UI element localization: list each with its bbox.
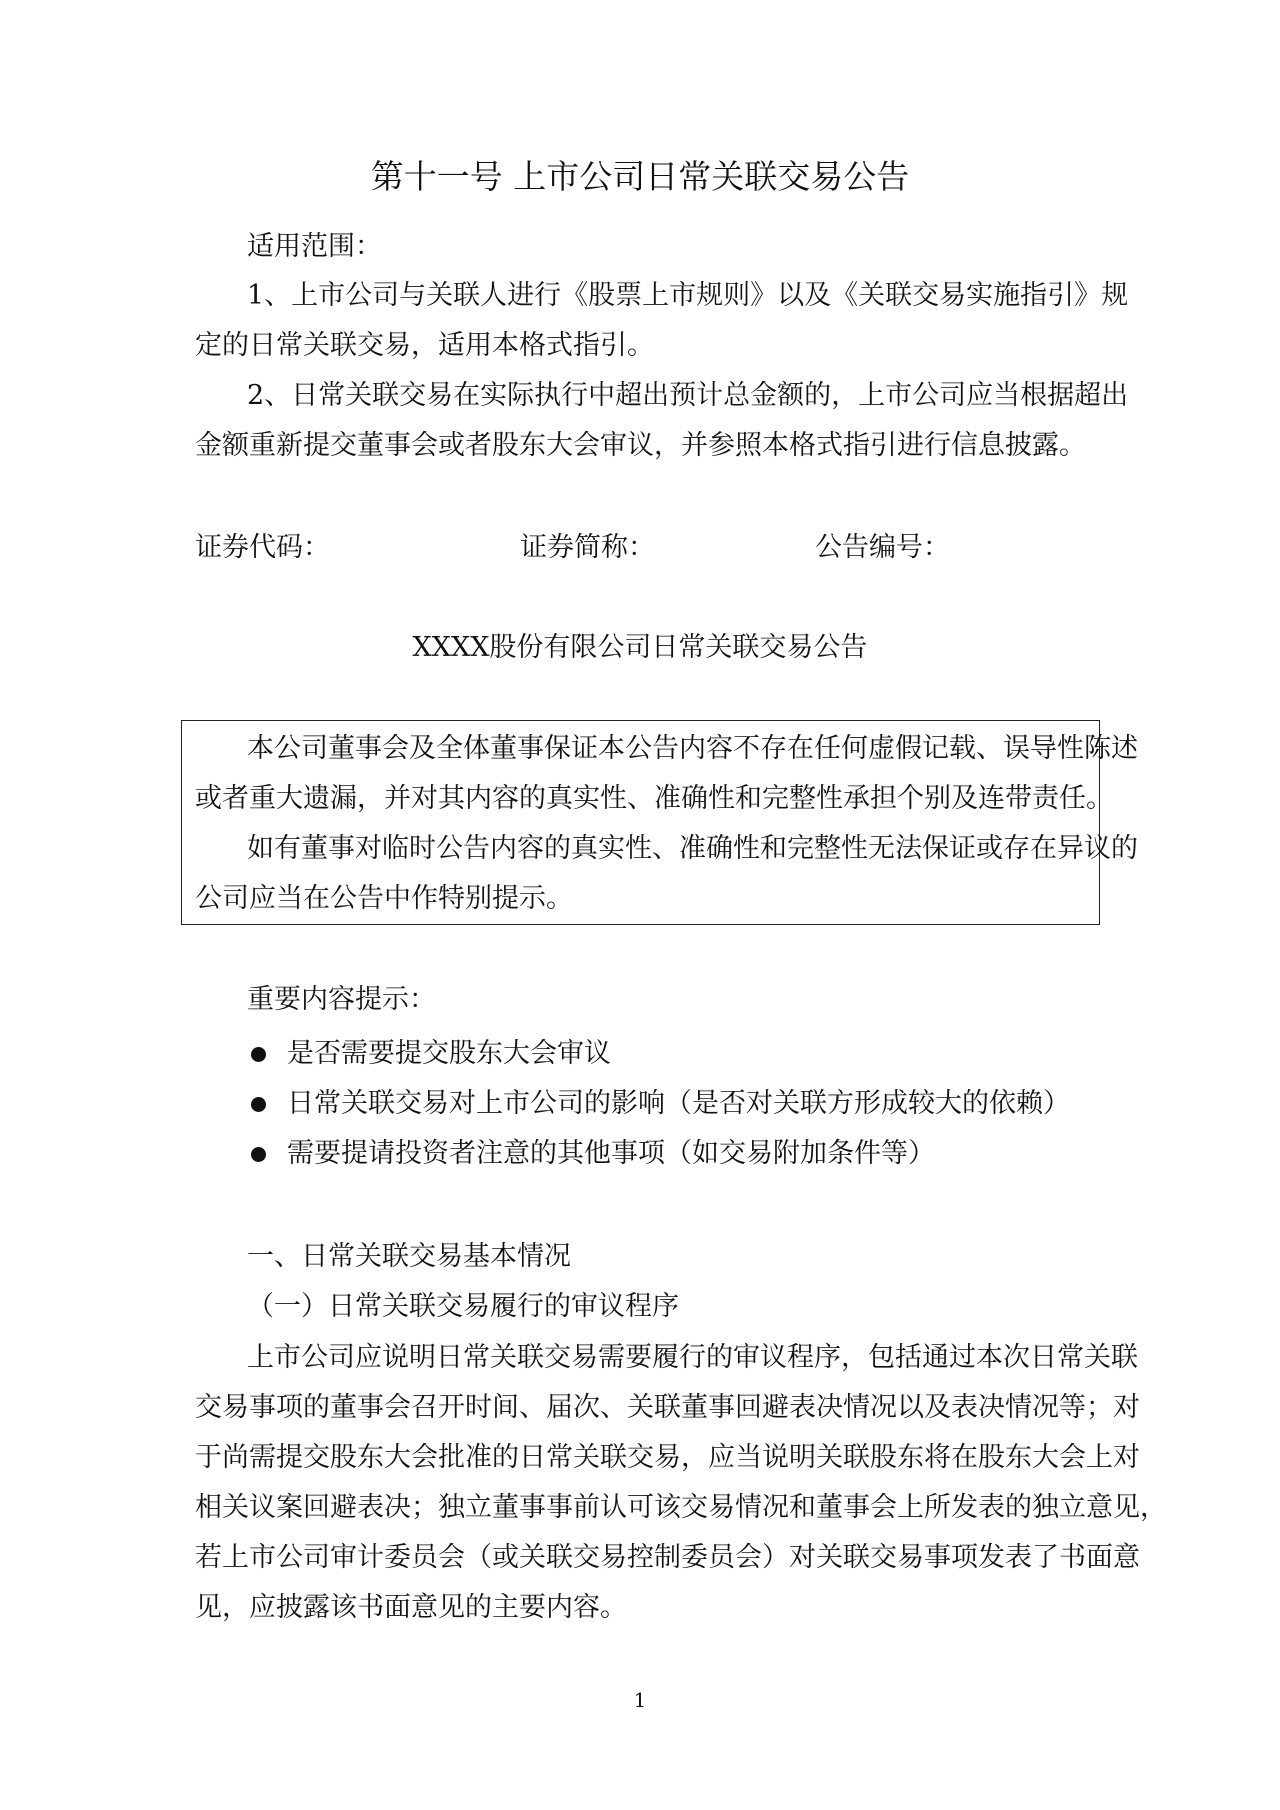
body-line: 上市公司应说明日常关联交易需要履行的审议程序，包括通过本次日常关联 bbox=[247, 1342, 1138, 1373]
body-line: 于尚需提交股东大会批准的日常关联交易，应当说明关联股东将在股东大会上对 bbox=[195, 1442, 1140, 1473]
section1-sub1-heading: （一）日常关联交易履行的审议程序 bbox=[247, 1291, 679, 1322]
bullet-icon bbox=[251, 1147, 266, 1162]
notice-p1-line2: 或者重大遗漏，并对其内容的真实性、准确性和完整性承担个别及连带责任。 bbox=[195, 783, 1113, 814]
section1-heading: 一、日常关联交易基本情况 bbox=[247, 1241, 571, 1272]
scope-item2-line1: 2、日常关联交易在实际执行中超出预计总金额的，上市公司应当根据超出 bbox=[247, 380, 1129, 411]
body-line: 相关议案回避表决；独立董事事前认可该交易情况和董事会上所发表的独立意见， bbox=[195, 1492, 1167, 1523]
body-line: 若上市公司审计委员会（或关联交易控制委员会）对关联交易事项发表了书面意 bbox=[195, 1542, 1140, 1573]
securities-short-name-label: 证券简称： bbox=[520, 532, 655, 563]
key-point-item: 日常关联交易对上市公司的影响（是否对关联方形成较大的依赖） bbox=[287, 1088, 1070, 1119]
body-line: 见，应披露该书面意见的主要内容。 bbox=[195, 1592, 627, 1623]
key-point-item: 是否需要提交股东大会审议 bbox=[287, 1038, 611, 1069]
notice-p2-line2: 公司应当在公告中作特别提示。 bbox=[195, 883, 573, 914]
securities-code-label: 证券代码： bbox=[195, 532, 330, 563]
bullet-icon bbox=[251, 1097, 266, 1112]
scope-item1-line1: 1、上市公司与关联人进行《股票上市规则》以及《关联交易实施指引》规 bbox=[247, 280, 1129, 311]
scope-item1-line2: 定的日常关联交易，适用本格式指引。 bbox=[195, 330, 654, 361]
scope-heading: 适用范围： bbox=[247, 231, 382, 262]
bullet-icon bbox=[251, 1047, 266, 1062]
notice-p2-line1: 如有董事对临时公告内容的真实性、准确性和完整性无法保证或存在异议的 bbox=[247, 833, 1138, 864]
announcement-number-label: 公告编号： bbox=[815, 532, 950, 563]
announcement-title: XXXX股份有限公司日常关联交易公告 bbox=[412, 632, 868, 663]
key-point-item: 需要提请投资者注意的其他事项（如交易附加条件等） bbox=[287, 1138, 935, 1169]
body-line: 交易事项的董事会召开时间、届次、关联董事回避表决情况以及表决情况等；对 bbox=[195, 1392, 1140, 1423]
key-points-heading: 重要内容提示： bbox=[247, 984, 436, 1015]
page-number: 1 bbox=[633, 1688, 647, 1712]
document-title: 第十一号 上市公司日常关联交易公告 bbox=[370, 157, 910, 196]
notice-p1-line1: 本公司董事会及全体董事保证本公告内容不存在任何虚假记载、误导性陈述 bbox=[247, 733, 1138, 764]
scope-item2-line2: 金额重新提交董事会或者股东大会审议，并参照本格式指引进行信息披露。 bbox=[195, 430, 1086, 461]
